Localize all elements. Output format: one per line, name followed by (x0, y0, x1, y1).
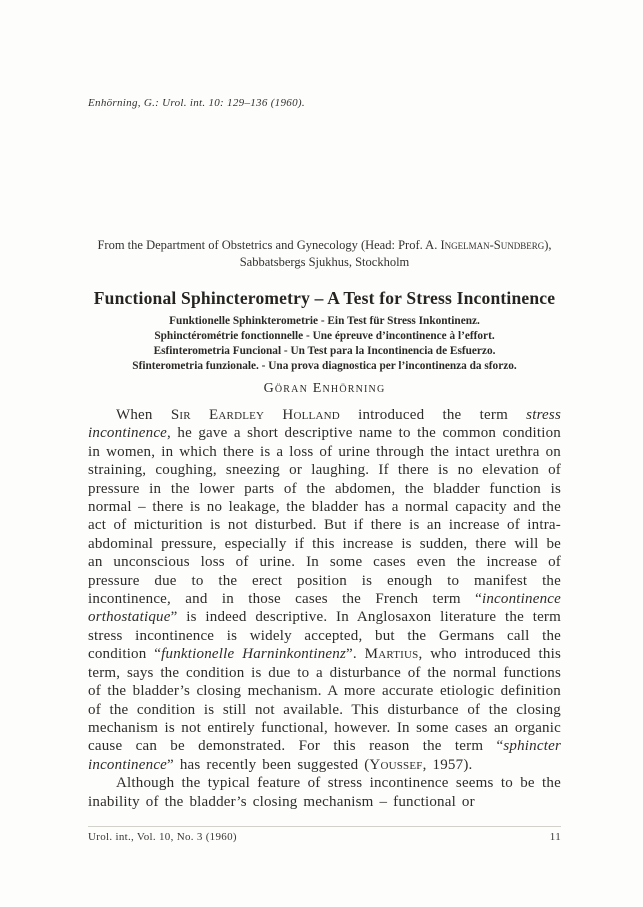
page-number: 11 (549, 831, 561, 843)
body-paragraph: When Sir Eardley Holland introduced the term stress incontinence, he gave a short descriptive name to the common condition in women, in which there is a loss of urine through the intact urethra on straining, coughing, sneezing or laughing. If there is no elevation of pressure in the lower parts of the abdomen, the bladder function is normal – there is no leakage, the bladder has a normal capacity and the act of micturition is not disturbed. But if there is an increase of intra-abdominal pressure, especially if this increase is sudden, there will be an unconscious loss of urine. In some cases even the increase of pressure due to the erect position is enough to manifest the incontinence, and in those cases the French term “incontinence orthostatique” is indeed descriptive. In Anglosaxon literature the term stress incontinence is widely accepted, but the Germans call the condition “funktionelle Harninkontinenz”. Martius, who introduced this term, says the condition is due to a disturbance of the normal functions of the bladder’s closing mechanism. A more accurate etiologic definition of the condition is still not available. This disturbance of the closing mechanism is not entirely functional, however. In some cases an organic cause can be demonstrated. For this reason the term “sphincter incontinence” has recently been suggested (Youssef, 1957). (88, 407, 561, 773)
body-paragraph: Although the typical feature of stress incontinence seems to be the inability of the bladder’s closing mechanism – functional or (88, 775, 561, 810)
page-footer (88, 826, 561, 843)
page-title: Functional Sphincterometry – A Test for Stress Incontinence (93, 288, 556, 308)
affiliation: From the Department of Obstetrics and Gynecology (Head: Prof. A. Ingelman-Sundberg), Sabbatsbergs Sjukhus, Stockholm (97, 238, 552, 269)
footer-citation: Urol. int., Vol. 10, No. 3 (1960) (88, 831, 237, 843)
subtitle-french: Sphinctérométrie fonctionnelle - Une épreuve d’incontinence à l’effort. (154, 330, 495, 342)
author-name: Göran Enhörning (263, 381, 386, 396)
article-body (88, 406, 561, 811)
subtitle-spanish: Esfinterometria Funcional - Un Test para la Incontinencia de Esfuerzo. (153, 345, 496, 357)
subtitle-italian: Sfinterometria funzionale. - Una prova diagnostica per l’incontinenza da sforzo. (132, 360, 517, 372)
subtitle-german: Funktionelle Sphinkterometrie - Ein Test für Stress Inkontinenz. (169, 315, 480, 327)
page-content (88, 0, 561, 811)
header-citation: Enhörning, G.: Urol. int. 10: 129–136 (1960). (88, 97, 305, 109)
subtitle-block (88, 314, 561, 374)
